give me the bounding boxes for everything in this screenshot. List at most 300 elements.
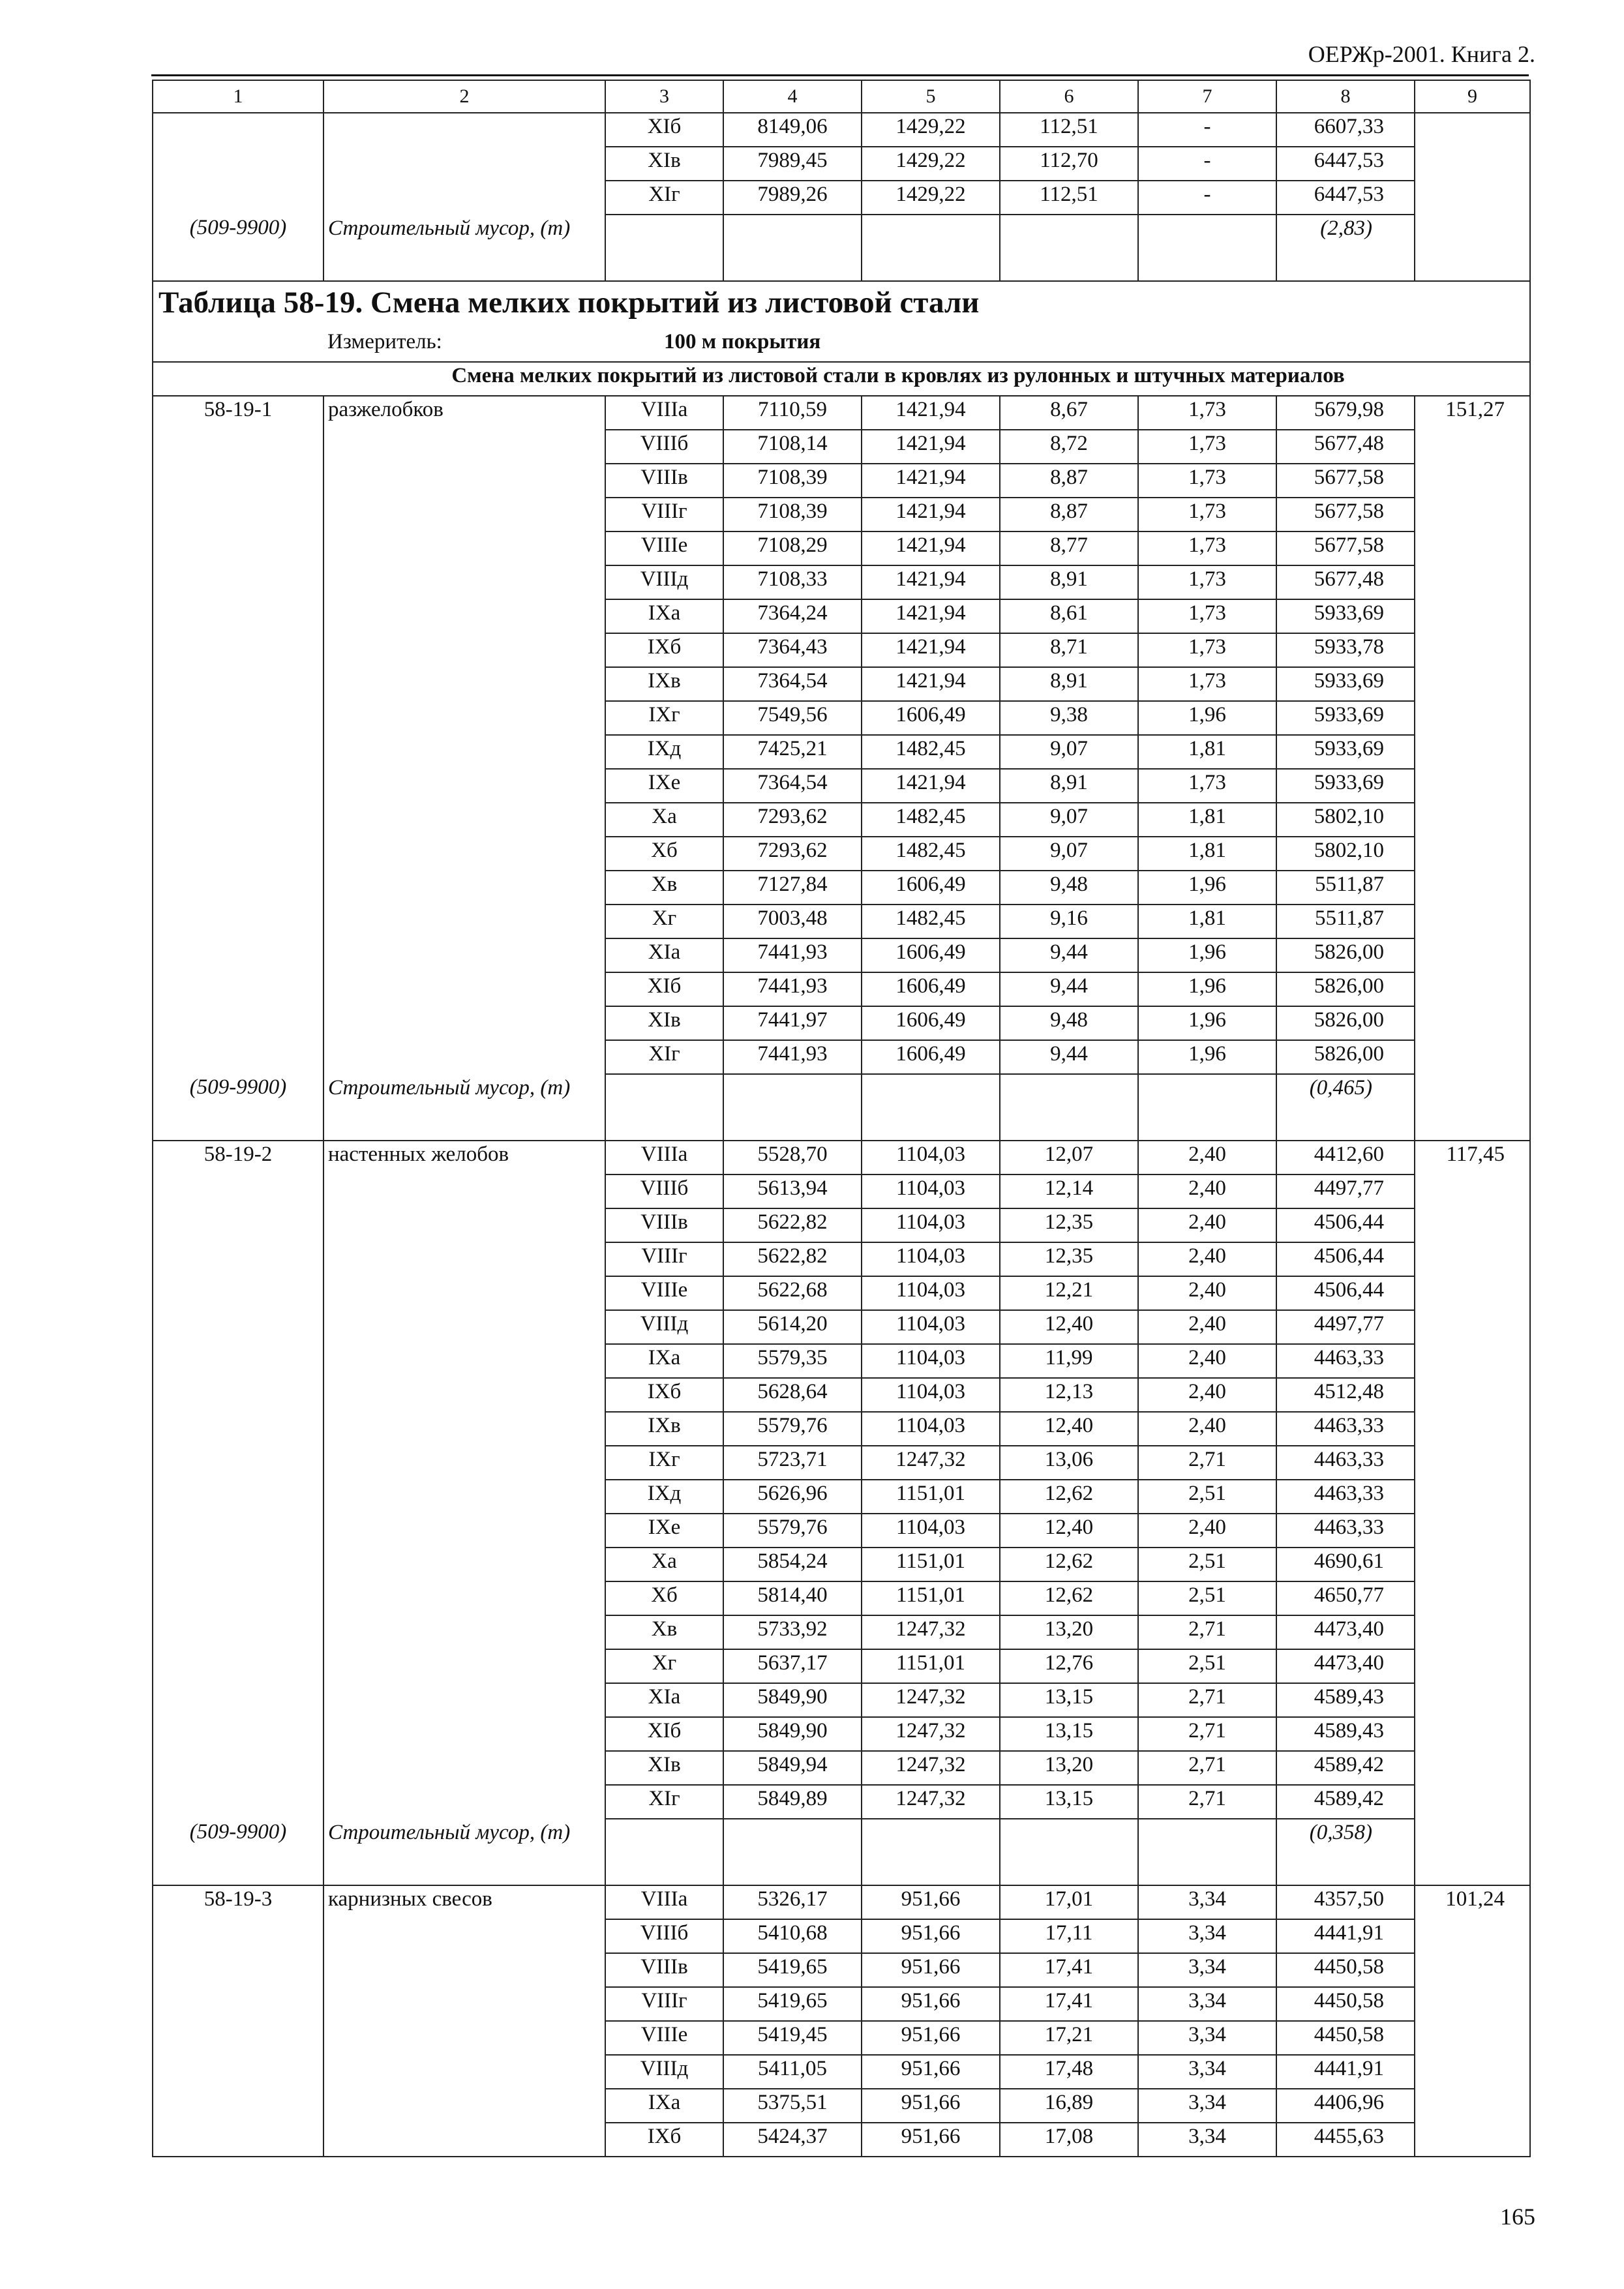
zone-cell: XIв [605,147,723,181]
machinist-wages-cell: 2,40 [1138,1378,1276,1412]
zone-cell: XIв [605,1751,723,1785]
total-cost-cell: 7364,43 [723,633,862,667]
total-cost-cell: 7003,48 [723,905,862,938]
total-cost-cell: 5637,17 [723,1649,862,1683]
wages-cell: 1421,94 [862,667,1000,701]
code-cell [153,2021,323,2055]
zone-cell: VIIIд [605,565,723,599]
empty-cell [862,1074,1000,1141]
zone-cell: VIIIб [605,1919,723,1953]
work-name: настенных желобов [323,1141,605,1174]
total-cost-cell: 5626,96 [723,1480,862,1514]
wages-cell: 1606,49 [862,701,1000,735]
materials-cell: 6447,53 [1276,181,1415,215]
zone-cell: Xв [605,871,723,905]
labor-cell [1415,1987,1530,2021]
measure-spacer [153,329,323,362]
total-cost-cell: 5622,82 [723,1242,862,1276]
wages-cell: 1104,03 [862,1141,1000,1174]
name-cell [323,1581,605,1615]
wages-cell: 1104,03 [862,1310,1000,1344]
materials-cell: 5677,48 [1276,565,1415,599]
labor-cell [1415,1412,1530,1446]
materials-cell: 5826,00 [1276,1006,1415,1040]
table-row [153,1040,1530,1074]
table-row [153,1480,1530,1514]
labor-cell [1415,1683,1530,1717]
machines-cell: 13,06 [1000,1446,1138,1480]
wages-cell: 1247,32 [862,1446,1000,1480]
column-number: 3 [605,80,723,113]
wages-cell: 1429,22 [862,113,1000,147]
materials-cell: 4650,77 [1276,1581,1415,1615]
total-cost-cell: 5410,68 [723,1919,862,1953]
labor-cell [1415,2089,1530,2123]
waste-row [153,215,1530,281]
name-cell [323,735,605,769]
labor-cell [1415,181,1530,215]
machinist-wages-cell: 2,40 [1138,1141,1276,1174]
wages-cell: 1606,49 [862,938,1000,972]
name-cell [323,565,605,599]
total-cost-cell: 7549,56 [723,701,862,735]
empty-cell [1000,215,1138,281]
machines-cell: 12,40 [1000,1412,1138,1446]
total-cost-cell: 5733,92 [723,1615,862,1649]
total-cost-cell: 7108,39 [723,498,862,531]
name-cell [323,1446,605,1480]
waste-code: (509-9900) [153,1819,323,1885]
zone-cell: IXв [605,1412,723,1446]
wages-cell: 1104,03 [862,1412,1000,1446]
wages-cell: 951,66 [862,1919,1000,1953]
machinist-wages-cell: 2,40 [1138,1310,1276,1344]
name-cell [323,667,605,701]
code-cell [153,1006,323,1040]
materials-cell: 5933,69 [1276,769,1415,803]
name-cell [323,531,605,565]
materials-cell: 4450,58 [1276,2021,1415,2055]
code-cell [153,1649,323,1683]
code-cell [153,633,323,667]
materials-cell: 4450,58 [1276,1953,1415,1987]
materials-cell: 4463,33 [1276,1344,1415,1378]
price-table [152,80,1531,2157]
code-cell [153,1953,323,1987]
total-cost-cell: 7127,84 [723,871,862,905]
total-cost-cell: 7441,93 [723,972,862,1006]
machinist-wages-cell: 2,40 [1138,1242,1276,1276]
name-cell [323,837,605,871]
empty-cell [862,1819,1000,1885]
name-cell [323,113,605,147]
table-row [153,1174,1530,1208]
name-cell [323,2021,605,2055]
table-row [153,1987,1530,2021]
materials-cell: 5511,87 [1276,871,1415,905]
wages-cell: 1606,49 [862,1040,1000,1074]
total-cost-cell: 7989,45 [723,147,862,181]
waste-value: (0,358) [1276,1819,1415,1885]
wages-cell: 951,66 [862,2055,1000,2089]
code-cell [153,1040,323,1074]
materials-cell: 4589,42 [1276,1785,1415,1819]
labor-value: 117,45 [1415,1141,1530,1174]
table-row [153,1514,1530,1548]
machinist-wages-cell: 1,96 [1138,938,1276,972]
code-cell [153,1310,323,1344]
zone-cell: XIб [605,1717,723,1751]
name-cell [323,1615,605,1649]
table-row [153,1751,1530,1785]
table-row [153,1276,1530,1310]
labor-cell [1415,1006,1530,1040]
table-row [153,938,1530,972]
zone-cell: VIIIг [605,498,723,531]
waste-value: (2,83) [1276,215,1415,281]
zone-cell: IXа [605,1344,723,1378]
wages-cell: 1482,45 [862,837,1000,871]
zone-cell: VIIIд [605,1310,723,1344]
name-cell [323,1919,605,1953]
machines-cell: 112,51 [1000,181,1138,215]
machines-cell: 12,35 [1000,1242,1138,1276]
materials-cell: 5677,58 [1276,464,1415,498]
table-row [153,701,1530,735]
zone-cell: VIIIг [605,1242,723,1276]
machinist-wages-cell: 1,81 [1138,735,1276,769]
wages-cell: 1104,03 [862,1514,1000,1548]
name-cell [323,938,605,972]
table-row [153,1310,1530,1344]
wages-cell: 1104,03 [862,1378,1000,1412]
machinist-wages-cell: 3,34 [1138,1885,1276,1919]
zone-cell: VIIIв [605,1953,723,1987]
table-row [153,1785,1530,1819]
empty-cell [1415,1819,1530,1885]
labor-cell [1415,769,1530,803]
table-row [153,1885,1530,1919]
materials-cell: 4357,50 [1276,1885,1415,1919]
table-row [153,1208,1530,1242]
zone-cell: Xг [605,905,723,938]
running-header: ОЕРЖр-2001. Книга 2. [1308,41,1535,67]
labor-cell [1415,1548,1530,1581]
machinist-wages-cell: 3,34 [1138,1987,1276,2021]
labor-cell [1415,1751,1530,1785]
measure-row [153,329,1530,362]
machinist-wages-cell: 2,71 [1138,1717,1276,1751]
total-cost-cell: 7293,62 [723,803,862,837]
section-title: Смена мелких покрытий из листовой стали в кровлях из рулонных и штучных материалов [153,362,1530,396]
rate-code: 58-19-3 [153,1885,323,1919]
code-cell [153,837,323,871]
name-cell [323,1953,605,1987]
labor-cell [1415,1953,1530,1987]
name-cell [323,2055,605,2089]
name-cell [323,1040,605,1074]
waste-code: (509-9900) [153,1074,323,1141]
labor-cell [1415,2055,1530,2089]
labor-cell [1415,1446,1530,1480]
header-rule [151,74,1529,76]
materials-cell: 4450,58 [1276,1987,1415,2021]
name-cell [323,1174,605,1208]
labor-cell [1415,1514,1530,1548]
materials-cell: 6607,33 [1276,113,1415,147]
code-cell [153,1412,323,1446]
zone-cell: XIб [605,113,723,147]
total-cost-cell: 5614,20 [723,1310,862,1344]
labor-cell [1415,1310,1530,1344]
zone-cell: IXа [605,2089,723,2123]
labor-cell [1415,1581,1530,1615]
zone-cell: VIIIа [605,1141,723,1174]
table-row [153,531,1530,565]
zone-cell: VIIIб [605,1174,723,1208]
table-row [153,1717,1530,1751]
zone-cell: IXб [605,2123,723,2157]
zone-cell: IXа [605,599,723,633]
labor-value: 101,24 [1415,1885,1530,1919]
wages-cell: 951,66 [862,1885,1000,1919]
name-cell [323,769,605,803]
labor-cell [1415,1785,1530,1819]
total-cost-cell: 7293,62 [723,837,862,871]
total-cost-cell: 5579,76 [723,1514,862,1548]
table-row [153,2021,1530,2055]
labor-cell [1415,701,1530,735]
zone-cell: Xв [605,1615,723,1649]
work-name: карнизных свесов [323,1885,605,1919]
materials-cell: 4690,61 [1276,1548,1415,1581]
labor-cell [1415,2021,1530,2055]
table-row [153,1615,1530,1649]
machines-cell: 8,72 [1000,430,1138,464]
machines-cell: 12,07 [1000,1141,1138,1174]
materials-cell: 4506,44 [1276,1242,1415,1276]
total-cost-cell: 5326,17 [723,1885,862,1919]
labor-cell [1415,837,1530,871]
table-row [153,498,1530,531]
zone-cell: IXд [605,735,723,769]
machines-cell: 8,77 [1000,531,1138,565]
work-name: разжелобков [323,396,605,430]
empty-cell [723,1819,862,1885]
waste-value: (0,465) [1276,1074,1415,1141]
materials-cell: 4473,40 [1276,1615,1415,1649]
machines-cell: 17,21 [1000,2021,1138,2055]
labor-cell [1415,1717,1530,1751]
name-cell [323,803,605,837]
machines-cell: 12,62 [1000,1480,1138,1514]
zone-cell: Xб [605,1581,723,1615]
labor-cell [1415,972,1530,1006]
total-cost-cell: 5849,90 [723,1717,862,1751]
zone-cell: IXг [605,1446,723,1480]
code-cell [153,1987,323,2021]
machines-cell: 9,38 [1000,701,1138,735]
machinist-wages-cell: 2,51 [1138,1649,1276,1683]
total-cost-cell: 5411,05 [723,2055,862,2089]
column-number: 6 [1000,80,1138,113]
total-cost-cell: 5528,70 [723,1141,862,1174]
total-cost-cell: 8149,06 [723,113,862,147]
zone-cell: VIIIа [605,396,723,430]
machinist-wages-cell: 2,71 [1138,1683,1276,1717]
machines-cell: 17,41 [1000,1987,1138,2021]
machinist-wages-cell: 1,81 [1138,905,1276,938]
code-cell [153,498,323,531]
empty-cell [1000,1074,1138,1141]
labor-cell [1415,531,1530,565]
total-cost-cell: 7989,26 [723,181,862,215]
materials-cell: 5802,10 [1276,803,1415,837]
zone-cell: VIIIе [605,1276,723,1310]
materials-cell: 4463,33 [1276,1446,1415,1480]
wages-cell: 1421,94 [862,396,1000,430]
machines-cell: 17,08 [1000,2123,1138,2157]
machinist-wages-cell: 3,34 [1138,2089,1276,2123]
machinist-wages-cell: 1,96 [1138,972,1276,1006]
total-cost-cell: 5424,37 [723,2123,862,2157]
labor-value: 151,27 [1415,396,1530,430]
empty-cell [1138,1819,1276,1885]
name-cell [323,1208,605,1242]
table-row [153,905,1530,938]
zone-cell: IXб [605,1378,723,1412]
table-row [153,1953,1530,1987]
total-cost-cell: 5375,51 [723,2089,862,2123]
machinist-wages-cell: 2,40 [1138,1174,1276,1208]
code-cell [153,1548,323,1581]
machines-cell: 8,67 [1000,396,1138,430]
machinist-wages-cell: 2,40 [1138,1208,1276,1242]
name-cell [323,181,605,215]
labor-cell [1415,147,1530,181]
code-cell [153,2055,323,2089]
table-row [153,396,1530,430]
machinist-wages-cell: 2,51 [1138,1480,1276,1514]
machinist-wages-cell: 2,71 [1138,1446,1276,1480]
table-row [153,430,1530,464]
wages-cell: 1421,94 [862,430,1000,464]
code-cell [153,1242,323,1276]
labor-cell [1415,803,1530,837]
waste-code: (509-9900) [153,215,323,281]
machinist-wages-cell: 3,34 [1138,1953,1276,1987]
materials-cell: 4463,33 [1276,1480,1415,1514]
name-cell [323,701,605,735]
materials-cell: 4497,77 [1276,1310,1415,1344]
zone-cell: IXе [605,1514,723,1548]
machines-cell: 8,91 [1000,565,1138,599]
table-row [153,1412,1530,1446]
machinist-wages-cell: 1,96 [1138,1040,1276,1074]
table-row [153,1919,1530,1953]
table-body [153,80,1530,2157]
machinist-wages-cell: 1,73 [1138,769,1276,803]
materials-cell: 4589,42 [1276,1751,1415,1785]
total-cost-cell: 5849,90 [723,1683,862,1717]
machines-cell: 12,40 [1000,1514,1138,1548]
machinist-wages-cell: 1,73 [1138,396,1276,430]
name-cell [323,147,605,181]
total-cost-cell: 7441,97 [723,1006,862,1040]
code-cell [153,905,323,938]
table-row [153,803,1530,837]
wages-cell: 951,66 [862,2123,1000,2157]
column-number: 1 [153,80,323,113]
name-cell [323,1785,605,1819]
code-cell [153,735,323,769]
total-cost-cell: 7108,29 [723,531,862,565]
total-cost-cell: 5814,40 [723,1581,862,1615]
labor-cell [1415,1174,1530,1208]
zone-cell: VIIIв [605,464,723,498]
wages-cell: 1421,94 [862,464,1000,498]
name-cell [323,1310,605,1344]
name-cell [323,1987,605,2021]
total-cost-cell: 5419,65 [723,1987,862,2021]
name-cell [323,1480,605,1514]
machines-cell: 8,91 [1000,667,1138,701]
materials-cell: 4473,40 [1276,1649,1415,1683]
code-cell [153,667,323,701]
machines-cell: 9,48 [1000,1006,1138,1040]
materials-cell: 5933,78 [1276,633,1415,667]
code-cell [153,2089,323,2123]
machinist-wages-cell: 1,73 [1138,498,1276,531]
machinist-wages-cell: 1,73 [1138,531,1276,565]
table-row [153,599,1530,633]
machines-cell: 8,71 [1000,633,1138,667]
column-number: 9 [1415,80,1530,113]
rate-code: 58-19-1 [153,396,323,430]
machinist-wages-cell: 1,73 [1138,464,1276,498]
machines-cell: 13,15 [1000,1717,1138,1751]
table-row [153,1446,1530,1480]
labor-cell [1415,1480,1530,1514]
labor-cell [1415,1615,1530,1649]
wages-cell: 1151,01 [862,1480,1000,1514]
zone-cell: XIб [605,972,723,1006]
materials-cell: 4497,77 [1276,1174,1415,1208]
total-cost-cell: 5723,71 [723,1446,862,1480]
code-cell [153,803,323,837]
wages-cell: 1421,94 [862,565,1000,599]
machines-cell: 13,20 [1000,1615,1138,1649]
name-cell [323,1242,605,1276]
waste-name: Строительный мусор, (т) [323,1819,605,1885]
table-row [153,2089,1530,2123]
machines-cell: 12,21 [1000,1276,1138,1310]
wages-cell: 1151,01 [862,1548,1000,1581]
total-cost-cell: 7364,54 [723,769,862,803]
zone-cell: VIIIе [605,531,723,565]
labor-cell [1415,1040,1530,1074]
labor-cell [1415,633,1530,667]
column-number: 5 [862,80,1000,113]
labor-cell [1415,1208,1530,1242]
machinist-wages-cell: 1,73 [1138,633,1276,667]
materials-cell: 6447,53 [1276,147,1415,181]
code-cell [153,181,323,215]
zone-cell: IXд [605,1480,723,1514]
labor-cell [1415,1242,1530,1276]
machinist-wages-cell: 1,73 [1138,667,1276,701]
zone-cell: VIIIе [605,2021,723,2055]
